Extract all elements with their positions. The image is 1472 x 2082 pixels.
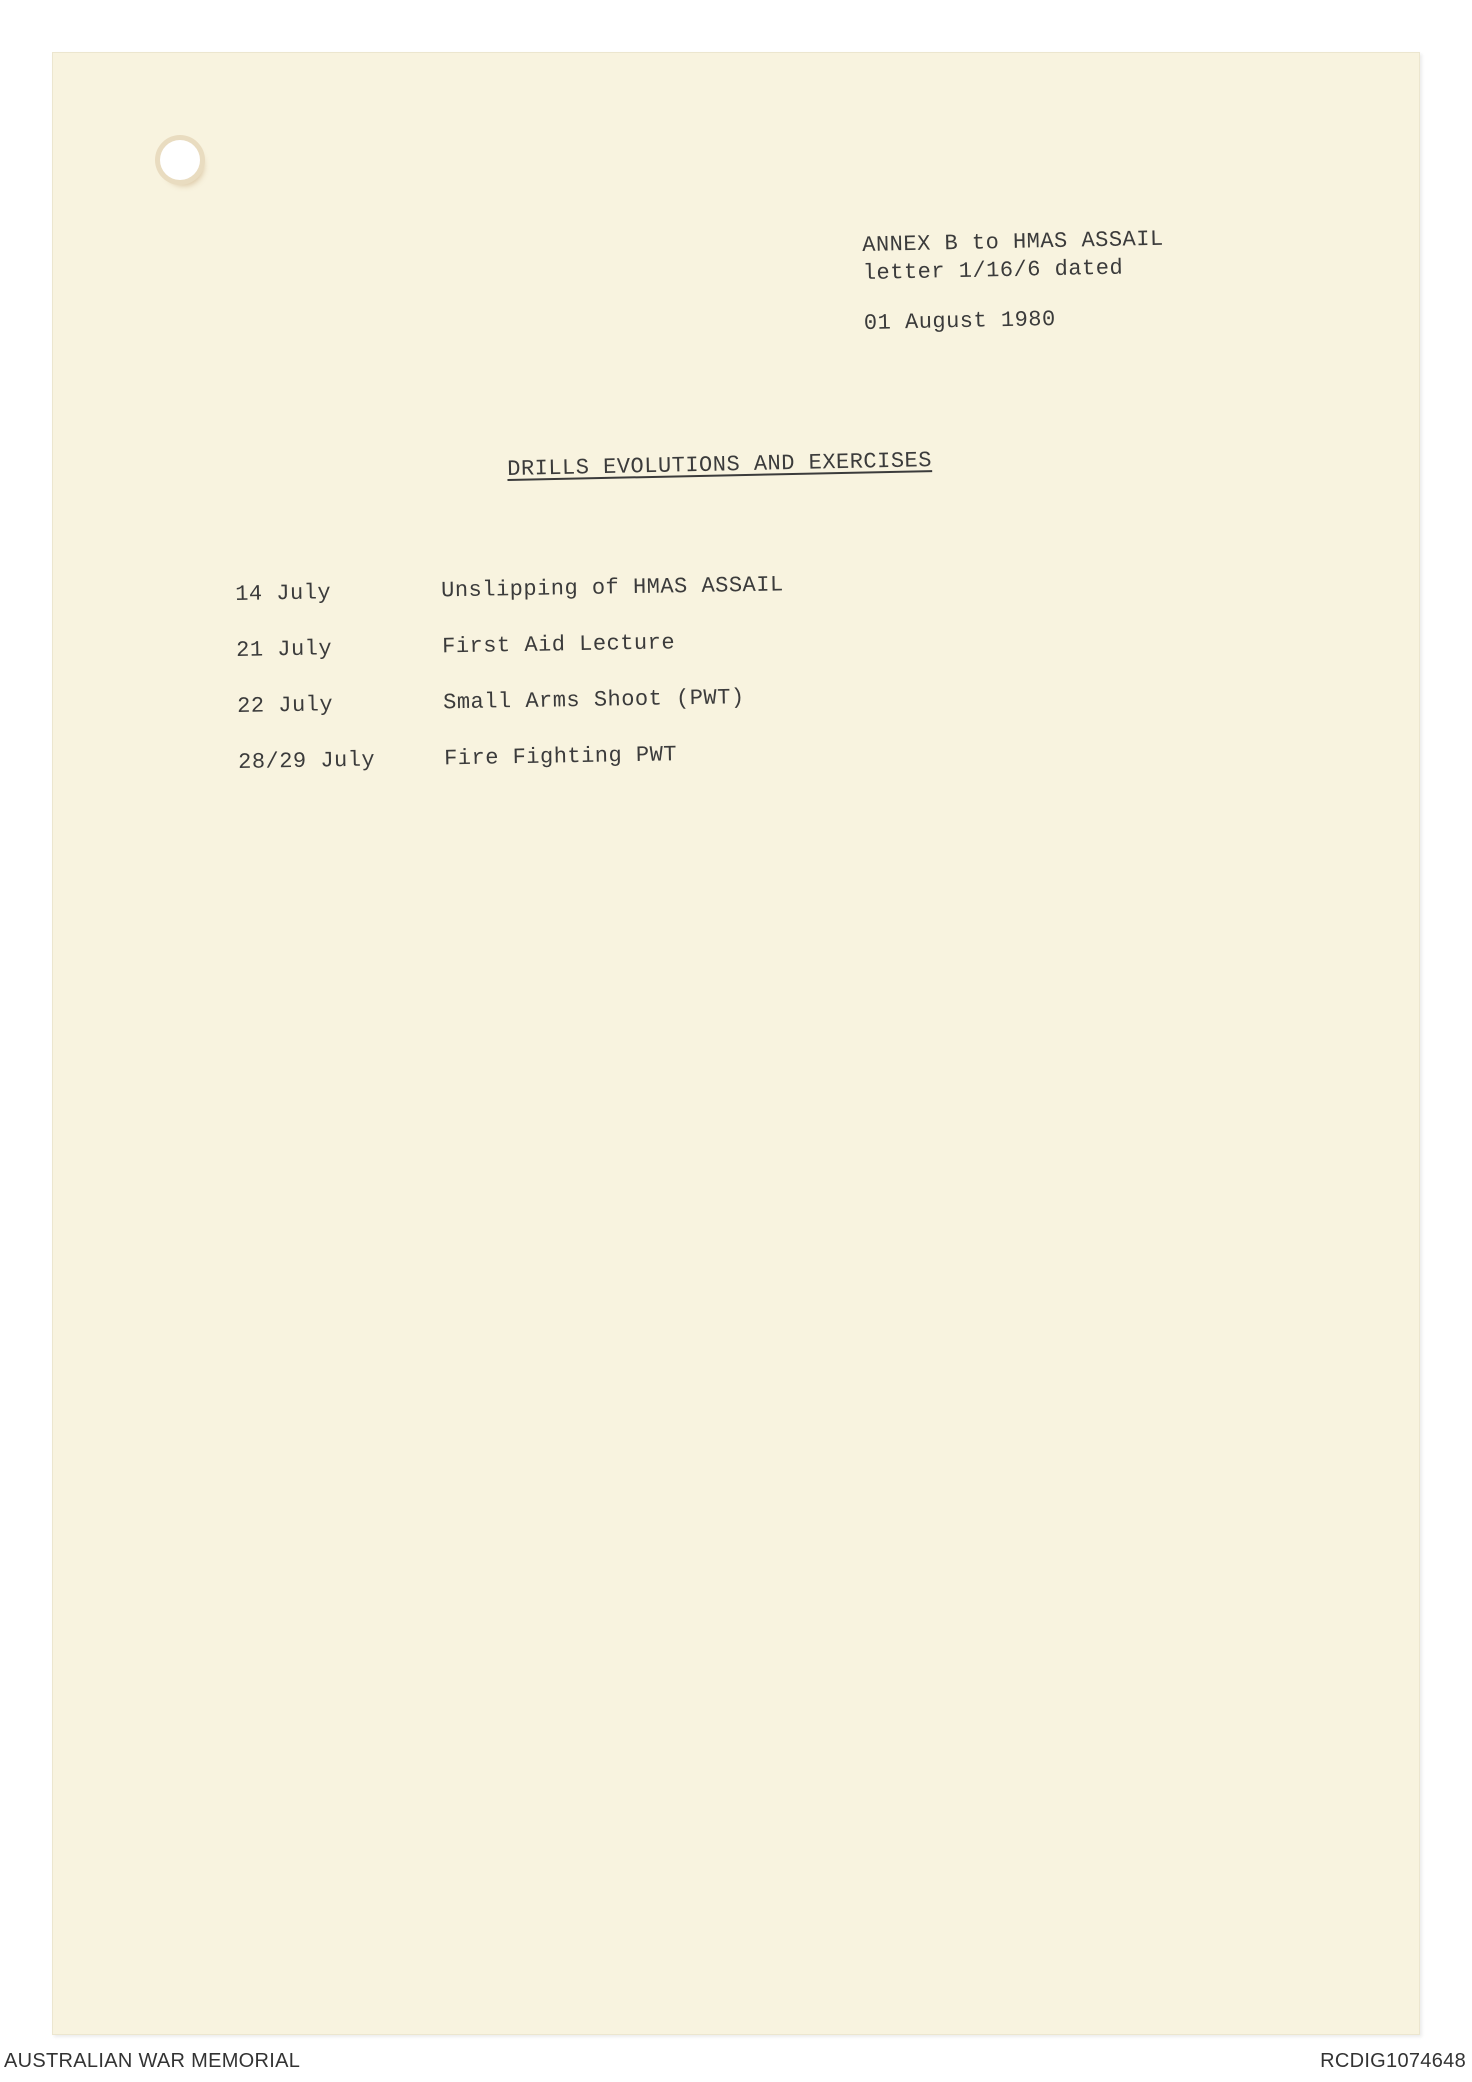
annex-line-1: ANNEX B to HMAS ASSAIL [862,226,1164,258]
schedule-row [238,740,787,806]
document-title: DRILLS EVOLUTIONS AND EXERCISES [507,448,933,482]
schedule-date: 22 July [236,692,334,719]
schedule-row [235,572,784,638]
schedule-row [236,628,785,694]
annex-reference [862,226,1166,338]
document-page [52,52,1420,2035]
schedule-date: 21 July [235,636,333,663]
schedule-activity: Fire Fighting PWT [443,742,678,772]
schedule-activity: First Aid Lecture [441,630,676,660]
schedule-row [237,684,786,750]
footer-archive-name: AUSTRALIAN WAR MEMORIAL [4,2050,301,2072]
schedule-date: 28/29 July [237,747,376,775]
footer-record-id: RCDIG1074648 [1320,2050,1466,2072]
punch-hole [160,140,200,180]
annex-line-2: letter 1/16/6 dated [862,255,1124,286]
schedule-activity: Small Arms Shoot (PWT) [442,685,745,716]
schedule-activity: Unslipping of HMAS ASSAIL [440,572,784,604]
annex-date: 01 August 1980 [863,306,1056,336]
schedule-date: 14 July [235,580,332,607]
schedule-list [235,572,787,806]
